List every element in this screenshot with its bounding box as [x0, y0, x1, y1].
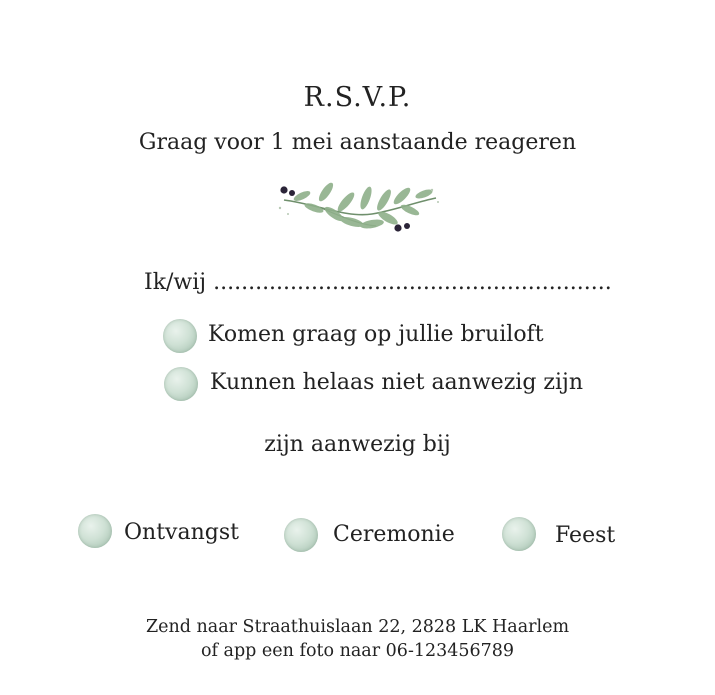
footer-address: Zend naar Straathuislaan 22, 2828 LK Haarlem [145, 617, 570, 637]
event-checkbox-ceremonie[interactable] [284, 518, 318, 552]
option-label-attend: Komen graag op jullie bruiloft [208, 322, 544, 347]
olive-branch-icon [276, 178, 444, 240]
option-checkbox-decline[interactable] [164, 367, 198, 401]
card-subtitle: Graag voor 1 mei aanstaande reageren [138, 130, 577, 155]
footer-app: of app een foto naar 06-123456789 [200, 641, 515, 661]
event-label-feest: Feest [555, 523, 616, 548]
event-label-ceremonie: Ceremonie [333, 522, 455, 547]
name-line: Ik/wij ......................................................... [144, 270, 612, 295]
attend-heading: zijn aanwezig bij [264, 432, 451, 457]
option-label-decline: Kunnen helaas niet aanwezig zijn [210, 370, 584, 395]
option-checkbox-attend[interactable] [163, 319, 197, 353]
event-label-ontvangst: Ontvangst [124, 520, 239, 545]
card-title: R.S.V.P. [303, 82, 412, 113]
event-checkbox-ontvangst[interactable] [78, 514, 112, 548]
event-checkbox-feest[interactable] [502, 517, 536, 551]
